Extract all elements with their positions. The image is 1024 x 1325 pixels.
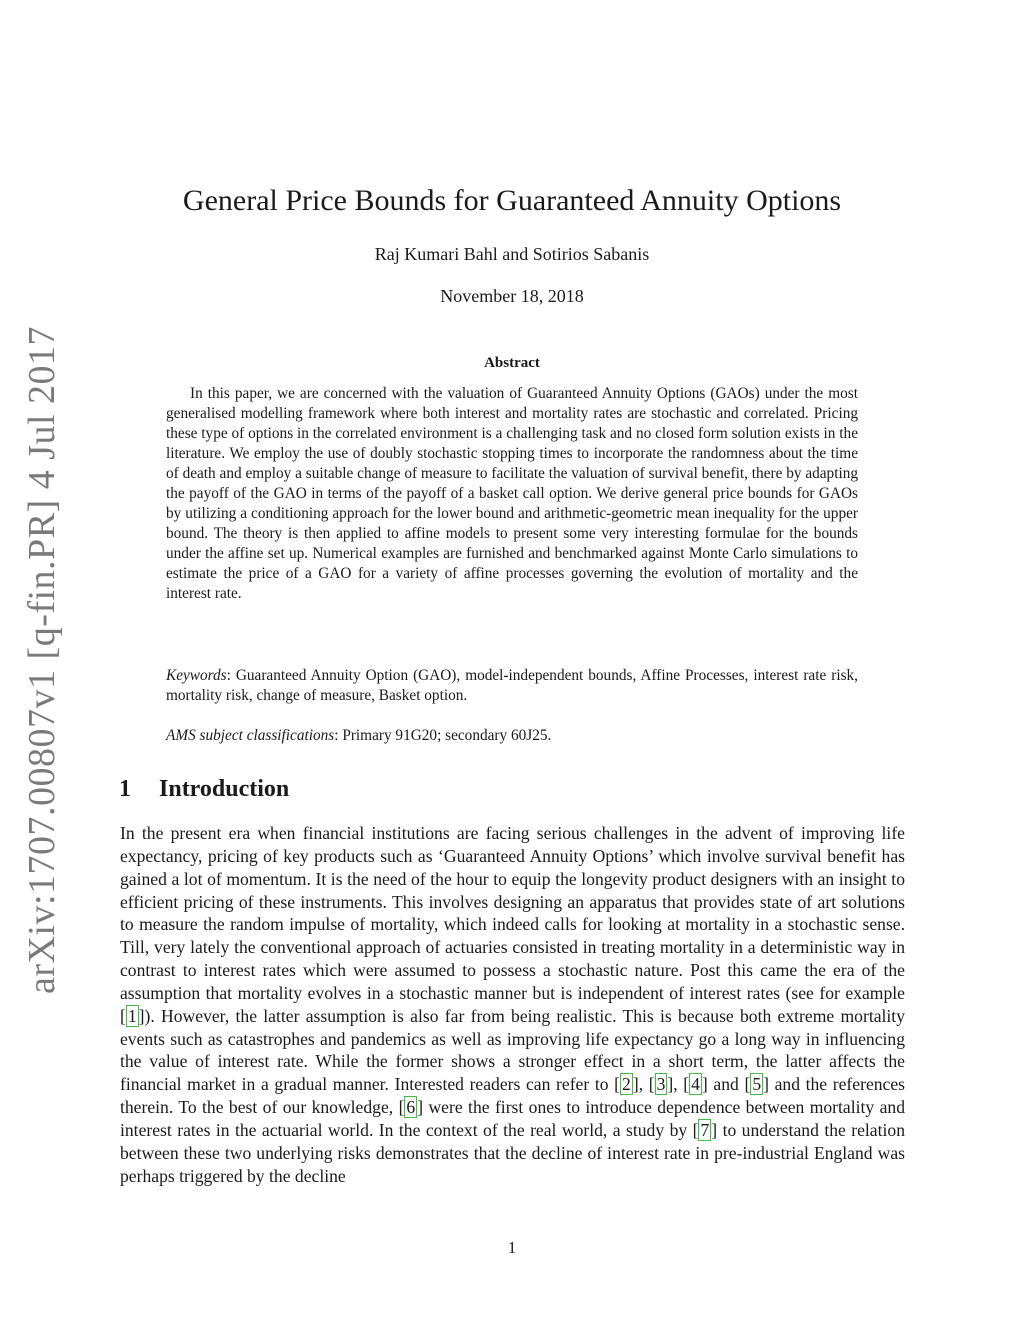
citation-link[interactable]: 5 (752, 1074, 762, 1095)
paper-authors: Raj Kumari Bahl and Sotirios Sabanis (374, 244, 650, 264)
citation-link[interactable]: 6 (406, 1097, 416, 1118)
abstract-body: In this paper, we are concerned with the valuation of Guaranteed Annuity Options (GAOs) under the most generalised modelling framework where both interest and mortality rates are stochastic and correlated. Pricing these type of options in the correlated environment is a challenging task and no closed form solution exists in the literature. We employ the use of doubly stochastic stopping times to incorporate the randomness about the time of death and employ a suitable change of measure to facilitate the valuation of survival benefit, there by adapting the payoff of the GAO in terms of the payoff of a basket call option. We derive general price bounds for GAOs by utilizing a conditioning approach for the lower bound and arithmetic-geometric mean inequality for the upper bound. The theory is then applied to affine models to present some very interesting formulae for the bounds under the affine set up. Numerical examples are furnished and benchmarked against Monte Carlo simulations to estimate the price of a GAO for a variety of affine processes governing the evolution of mortality and the interest rate. (166, 385, 858, 602)
introduction-body: In the present era when financial institutions are facing serious challenges in the advent of improving life expectancy, pricing of key products such as ‘Guaranteed Annuity Options’ which involve survival benefit has gained a lot of momentum. It is the need of the hour to equip the longevity product designers with an insight to efficient pricing of these instruments. This involves designing an apparatus that provides state of art solutions to measure the random impulse of mortality, which indeed calls for looking at mortality in a stochastic sense. Till, very lately the conventional approach of actuaries consisted in treating mortality in a deterministic way in contrast to interest rates which were assumed to possess a stochastic nature. Post this came the era of the assumption that mortality evolves in a stochastic manner but is independent of interest rates (see for example [ 1 ]). However, the latter assumption is also far from being realistic. This is because both extreme mortality events such as catastrophes and pandemics as well as improving life expectancy go a long way in influencing the value of interest rate. While the former shows a stronger effect in a short term, the latter affects the financial market in a gradual manner. Interested readers can refer to [ 2 ], [ 3 ], [ 4 ] and [ 5 ] and the references therein. To the best of our knowledge, [ 6 ] were the first ones to introduce dependence between mortality and interest rates in the actuarial world. In the context of the real world, a study by [ 7 ] to understand the relation between these two underlying risks demonstrates that the decline of interest rate in pre-industrial England was perhaps triggered by the decline (120, 823, 906, 1186)
keywords-paragraph (166, 666, 858, 706)
ams-label: AMS subject classifications (166, 727, 335, 744)
ams-classification-paragraph (166, 726, 858, 746)
citation-link[interactable]: 7 (700, 1119, 710, 1140)
intro-text: ). However, the latter assumption is also far from being realistic. This is because both extreme mortality events such as catastrophes and pandemics as well as improving life expectancy go a long way in influencing the value of interest rate. While the former shows a stronger effect in a short term, the latter affects the financial market in a gradual manner. Interested readers can refer to (120, 1005, 905, 1095)
intro-text: , (673, 1074, 684, 1095)
intro-text: and (707, 1074, 745, 1095)
arxiv-identifier-stamp: arXiv:1707.00807v1 [q-fin.PR] 4 Jul 2017 (21, 325, 63, 995)
section-number: 1 (119, 776, 131, 802)
intro-text: In the present era when financial institutions are facing serious challenges in the advent of improving life expectancy, pricing of key products such as ‘Guaranteed Annuity Options’ which involve survival benefit has gained a lot of momentum. It is the need of the hour to equip the longevity product designers with an insight to efficient pricing of these instruments. This involves designing an apparatus that provides state of art solutions to measure the random impulse of mortality, which indeed calls for looking at mortality in a stochastic sense. Till, very lately the conventional approach of actuaries consisted in treating mortality in a deterministic way in contrast to interest rates which were assumed to possess a stochastic nature. Post this came the era of the assumption that mortality evolves in a stochastic manner but is independent of interest rates (see for example (120, 823, 905, 1003)
keywords-text: : Guaranteed Annuity Option (GAO), model-independent bounds, Affine Processes, interest rate risk, mortality risk, change of measure, Basket option. (166, 667, 858, 704)
paper-title: General Price Bounds for Guaranteed Annuity Options (182, 184, 842, 217)
intro-text: and the references therein. To the best of our knowledge, (120, 1074, 906, 1118)
keywords-label: Keywords (166, 667, 227, 684)
page-number: 1 (507, 1238, 517, 1257)
citation-link[interactable]: 2 (622, 1074, 631, 1095)
abstract-heading: Abstract (484, 355, 540, 371)
citation-link[interactable]: 3 (656, 1074, 666, 1095)
citation-link[interactable]: 1 (127, 1005, 137, 1026)
intro-text: , (638, 1074, 649, 1095)
section-title: Introduction (159, 776, 290, 802)
ams-text: : Primary 91G20; secondary 60J25. (334, 727, 552, 744)
citation-link[interactable]: 4 (691, 1074, 700, 1095)
intro-text: to understand the relation between these two underlying risks demonstrates that the decline of interest rate in pre-industrial England was perhaps triggered by the decline (120, 1119, 905, 1186)
intro-text: were the first ones to introduce dependence between mortality and interest rates in the actuarial world. In the context of the real world, a study by (120, 1097, 905, 1140)
paper-date: November 18, 2018 (440, 286, 584, 306)
section-heading-introduction (119, 776, 289, 803)
